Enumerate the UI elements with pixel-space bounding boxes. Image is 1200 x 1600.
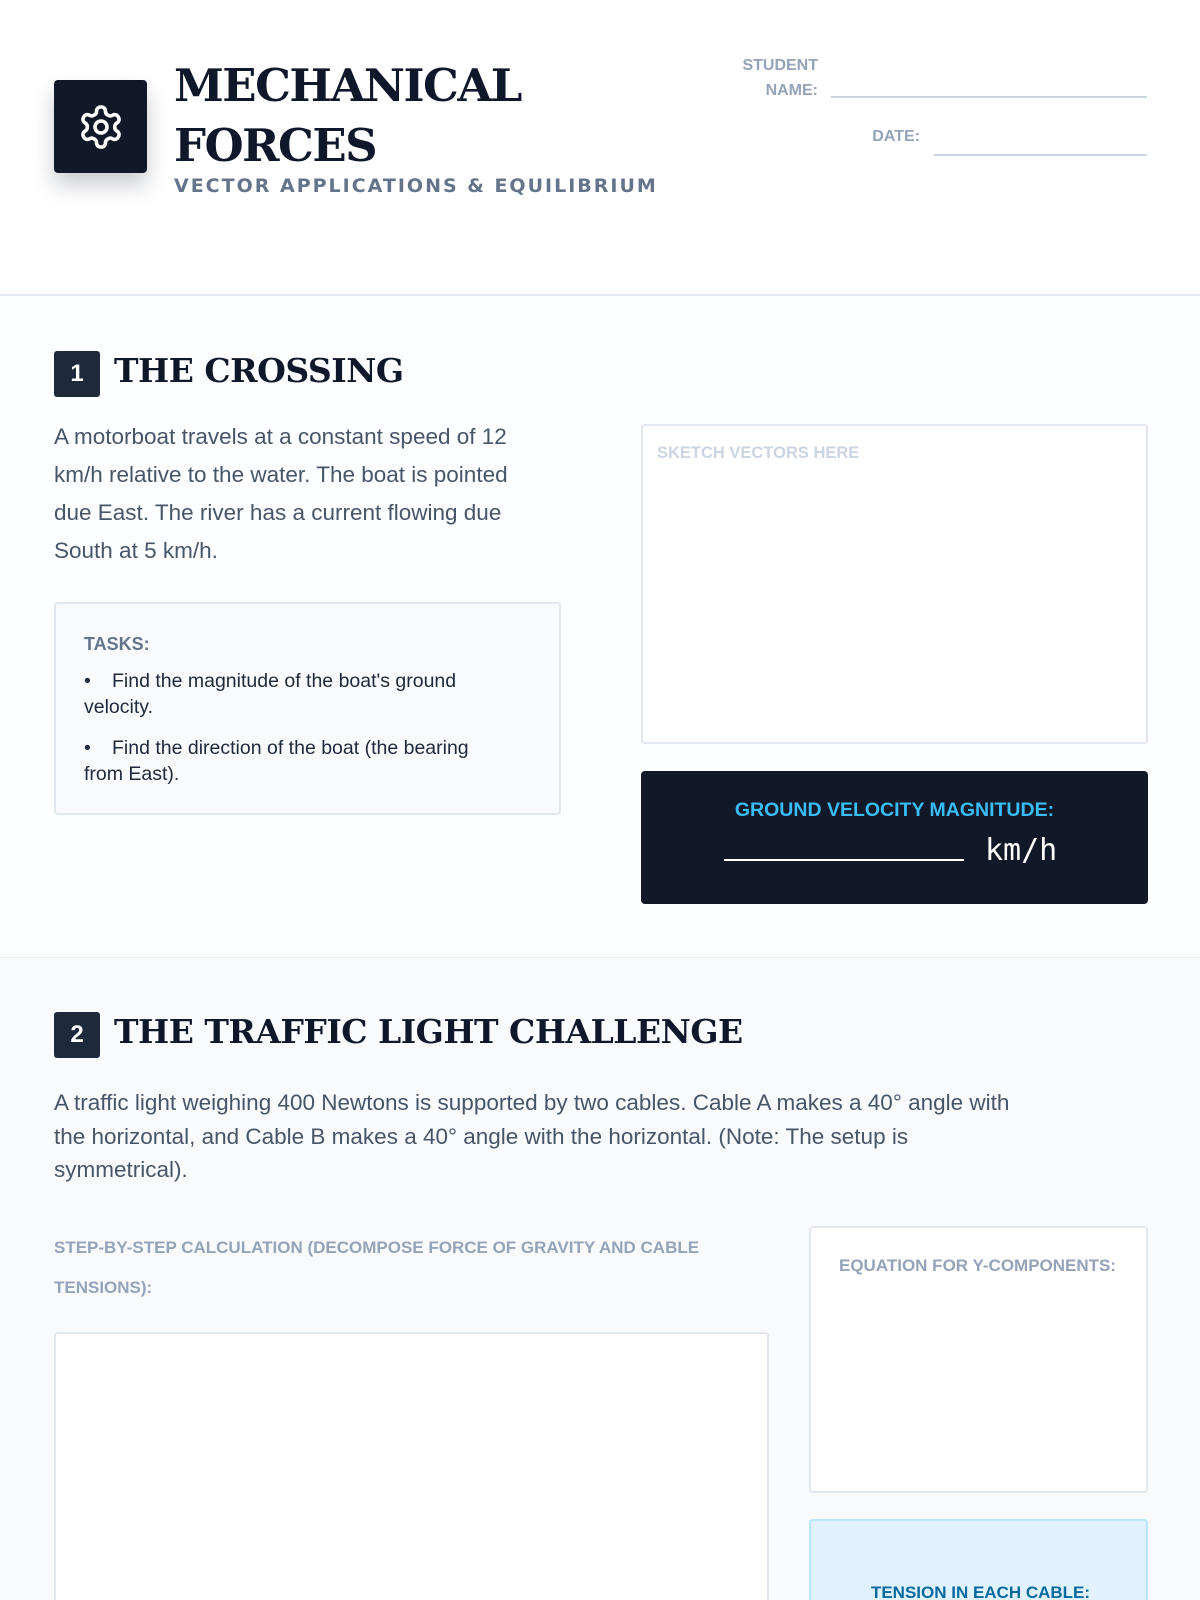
calculation-label [54,1228,734,1308]
task-text: Find the magnitude of the boat's ground [112,670,457,692]
equation-label: EQUATION FOR Y-COMPONENTS: [839,1256,1117,1275]
answer-unit: km/h [985,833,1058,868]
tasks-label: TASKS: [84,634,150,654]
problem-line: A traffic light weighing 400 Newtons is supported by two cables. Cable A makes a 40° angle with [54,1090,1010,1115]
student-name-label-line-2: NAME: [765,82,818,99]
list-item [84,668,524,720]
page-subtitle: VECTOR APPLICATIONS & EQUILIBRIUM [174,175,658,197]
task-text: velocity. [84,696,153,718]
sketch-area[interactable] [641,424,1148,744]
answer-label: GROUND VELOCITY MAGNITUDE: [734,799,1055,821]
student-name-label-line-1: STUDENT [742,57,818,74]
y-components-equation-box[interactable] [809,1226,1148,1493]
date-field[interactable] [934,154,1147,156]
section-number-badge: 1 [54,351,100,397]
problem-line: km/h relative to the water. The boat is pointed [54,462,508,487]
sketch-label: SKETCH VECTORS HERE [657,444,860,462]
problem-line: the horizontal, and Cable B makes a 40° angle with the horizontal. (Note: The setup is [54,1123,909,1149]
problem-line: due East. The river has a current flowing due [54,500,502,525]
tasks-box [54,602,561,815]
page-title [174,56,634,176]
student-name-label [700,53,818,103]
calculation-label-line-2: TENSIONS): [54,1278,153,1297]
section-title: THE CROSSING [114,351,404,390]
bullet: • [84,737,91,759]
title-line-1: MECHANICAL [174,59,521,112]
calculation-label-line-1: STEP-BY-STEP CALCULATION (DECOMPOSE FORCE OF GRAVITY AND CABLE [54,1238,700,1257]
ground-velocity-answer-field[interactable] [724,859,964,861]
student-name-field[interactable] [831,96,1147,98]
list-item [84,735,524,787]
tension-answer-box[interactable] [809,1519,1148,1600]
section-title: THE TRAFFIC LIGHT CHALLENGE [114,1012,743,1051]
problem-line: symmetrical). [54,1157,188,1182]
section-traffic-light-challenge [0,958,1200,1600]
problem-text [54,1086,1164,1187]
date-label: DATE: [872,128,920,145]
title-line-2: FORCES [174,119,377,172]
section-number-badge: 2 [54,1012,100,1058]
problem-line: South at 5 km/h. [54,538,218,563]
section-the-crossing [0,296,1200,958]
worksheet-header [0,0,1200,296]
task-text: from East). [84,763,180,785]
task-text: Find the direction of the boat (the bearing [112,737,469,759]
ground-velocity-answer-box [641,771,1148,904]
gear-icon [77,103,125,151]
problem-line: A motorboat travels at a constant speed of 12 [54,424,507,449]
logo [54,80,147,173]
tension-label: TENSION IN EACH CABLE: [870,1583,1091,1600]
calculation-work-area[interactable] [54,1332,769,1600]
problem-text [54,418,574,570]
bullet: • [84,670,91,692]
